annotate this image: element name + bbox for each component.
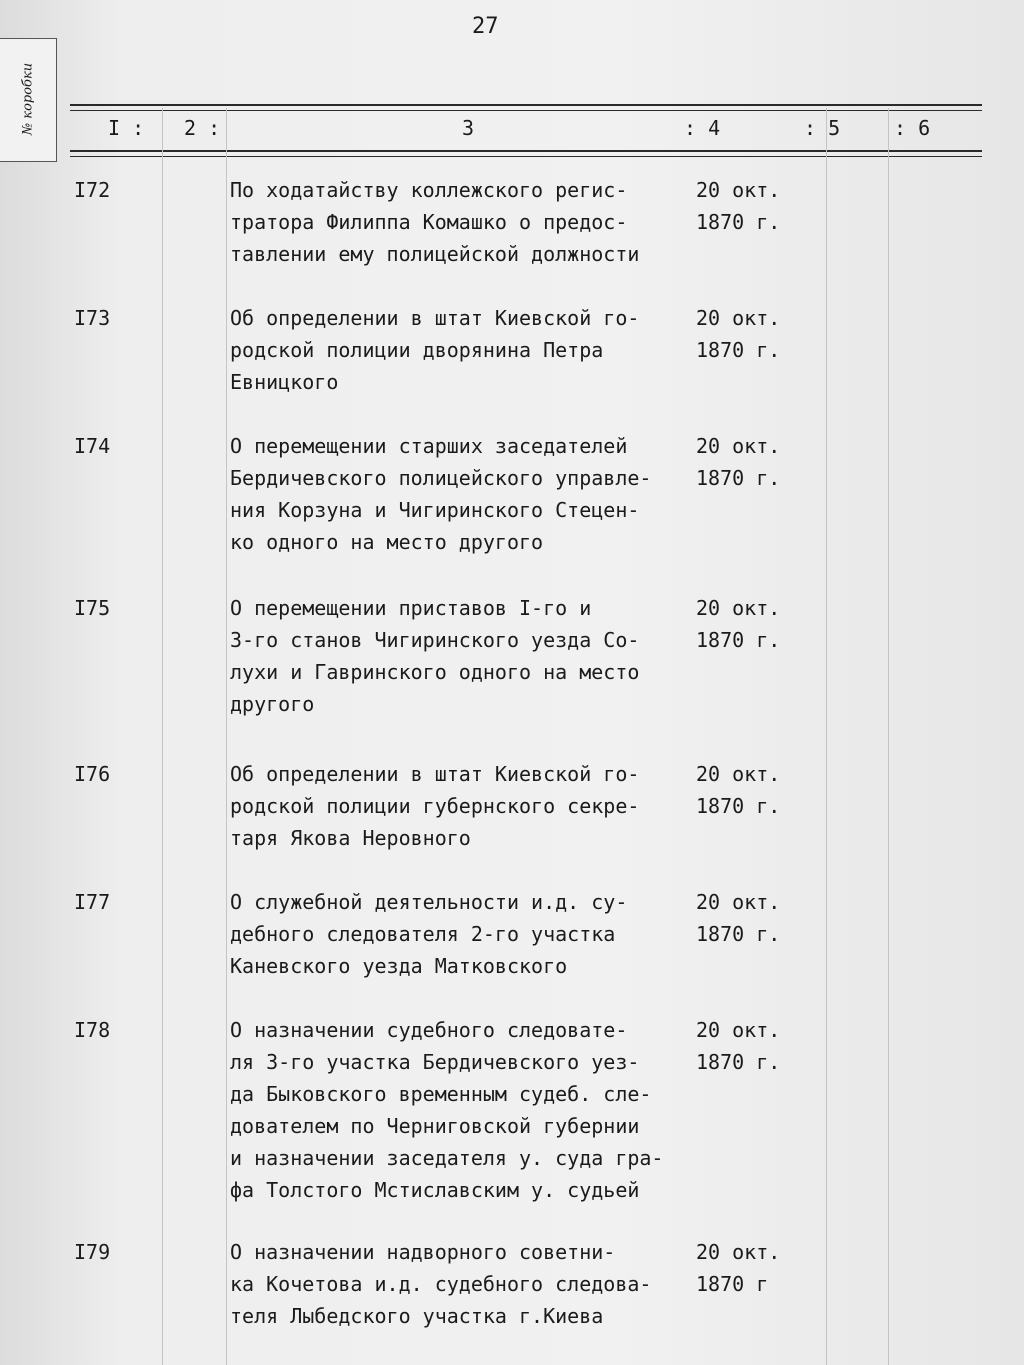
entry-description: О назначении надворного советни- ка Кочетова и.д. судебного следова- теля Лыбедского участка г.Киева [230,1240,652,1328]
entry-number: I76 [74,762,111,786]
entry-number: I72 [74,178,111,202]
entry-date: 20 окт. 1870 г. [696,596,781,652]
header-bottom-rule [70,150,982,152]
entry-description: Об определении в штат Киевской го- родской полиции дворянина Петра Евницкого [230,306,640,394]
header-top-rule-2 [70,110,982,111]
column-header-6: : 6 [894,116,931,140]
entry-number: I75 [74,596,111,620]
column-divider [826,108,827,1365]
entry-date: 20 окт. 1870 г. [696,178,781,234]
entry-date: 20 окт. 1870 г [696,1240,781,1296]
header-bottom-rule-2 [70,156,982,157]
column-header-5: : 5 [804,116,841,140]
entry-date: 20 окт. 1870 г. [696,762,781,818]
entry-description: О назначении судебного следовате- ля 3-го участка Бердичевского уез- да Быковского временным судеб. сле- дователем по Черниговской губернии и назначении заседателя у. суда гра- фа Толстого Мстиславским у. судьей [230,1018,664,1202]
entry-description: По ходатайству коллежского регис- тратора Филиппа Комашко о предос- тавлении ему полицейской должности [230,178,640,266]
entry-date: 20 окт. 1870 г. [696,434,781,490]
column-header-4: : 4 [684,116,721,140]
column-header-2: 2 : [184,116,221,140]
box-number-label [0,38,57,162]
entry-number: I77 [74,890,111,914]
entry-number: I73 [74,306,111,330]
entry-date: 20 окт. 1870 г. [696,306,781,362]
page-number: 27 [472,14,499,39]
entry-date: 20 окт. 1870 г. [696,890,781,946]
column-divider [226,108,227,1365]
column-divider [162,108,163,1365]
entry-number: I78 [74,1018,111,1042]
entry-number: I74 [74,434,111,458]
entry-description: О перемещении приставов I-го и 3-го станов Чигиринского уезда Со- лухи и Гавринского одного на место другого [230,596,640,716]
entry-description: О служебной деятельности и.д. су- дебного следователя 2-го участка Каневского уезда Матковского [230,890,628,978]
column-header-1: I : [108,116,145,140]
box-number-text: № коробки [20,62,36,136]
entry-description: Об определении в штат Киевской го- родской полиции губернского секре- таря Якова Неровного [230,762,640,850]
header-top-rule [70,104,982,106]
entry-date: 20 окт. 1870 г. [696,1018,781,1074]
entry-description: О перемещении старших заседателей Бердичевского полицейского управле- ния Корзуна и Чигиринского Стецен- ко одного на место другого [230,434,652,554]
column-header-3: 3 [462,116,475,140]
entry-number: I79 [74,1240,111,1264]
column-divider [888,108,889,1365]
